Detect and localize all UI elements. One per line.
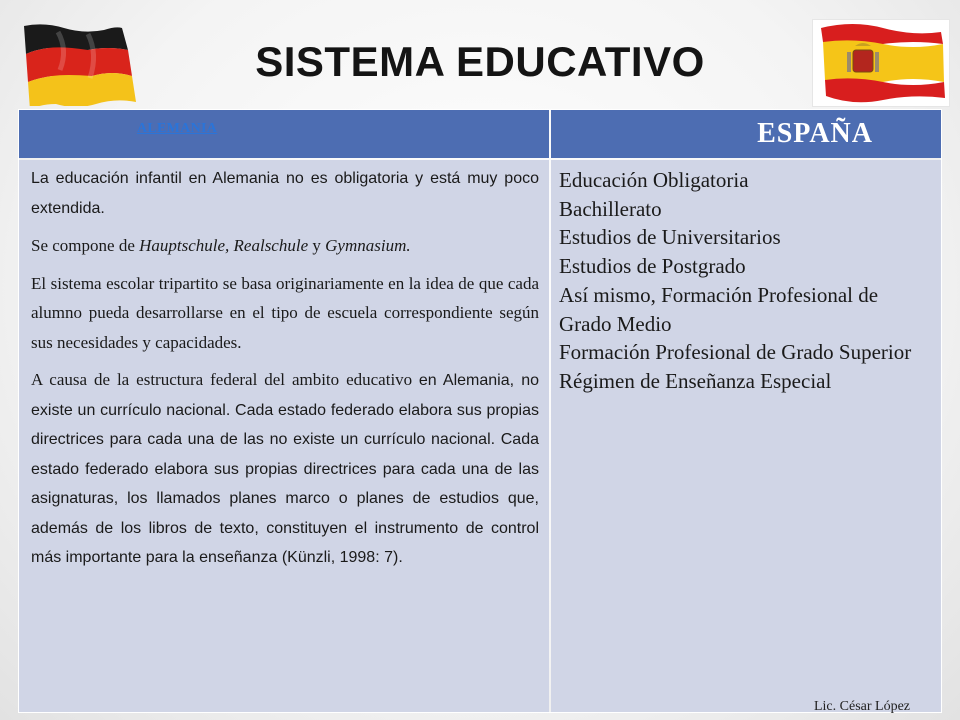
paragraph-federal: A causa de la estructura federal del ambito educativo en Alemania, no existe un currículo nacional. Cada estado federado elabora sus propias directrices para cada una de las no existe un currículo nacional. Cada estado federado elabora sus propias directrices para cada una de las asignaturas, los llamados planes marco o planes de estudios que, además de los libros de texto, constituyen el instrumento de control más importante para la enseñanza (Künzli, 1998: 7). <box>31 370 539 566</box>
paragraph-tripartito: El sistema escolar tripartito se basa originariamente en la idea de que cada alumno pueda desarrollarse en el tipo de escuela correspondiente según sus necesidades y capacidades. <box>31 273 539 352</box>
list-item: Formación Profesional de Grado Superior <box>559 340 912 365</box>
comparison-table <box>18 109 942 713</box>
header-espana <box>551 110 941 158</box>
page-title: SISTEMA EDUCATIVO <box>255 38 705 85</box>
list-item: Así mismo, Formación Profesional de Grado Medio <box>559 282 879 336</box>
list-item: Estudios de Universitarios <box>559 225 781 250</box>
list-item: Bachillerato <box>559 196 662 221</box>
author-credit: Lic. César López <box>813 699 910 714</box>
spain-flag-icon <box>813 20 949 106</box>
header-espana-label: ESPAÑA <box>757 118 873 149</box>
cell-alemania <box>19 160 549 712</box>
list-item: Estudios de Postgrado <box>559 254 746 279</box>
header-alemania-link[interactable]: ALEMANIA <box>137 121 218 136</box>
list-item: Régimen de Enseñanza Especial <box>559 368 832 393</box>
germany-flag-icon <box>18 20 140 106</box>
cell-espana <box>551 160 941 712</box>
header-alemania <box>19 110 549 158</box>
paragraph-schools: Se compone de Hauptschule, Realschule y Gymnasium. <box>31 236 411 255</box>
list-item: Educación Obligatoria <box>559 168 749 192</box>
paragraph-infantil: La educación infantil en Alemania no es obligatoria y está muy poco extendida. <box>31 170 539 217</box>
